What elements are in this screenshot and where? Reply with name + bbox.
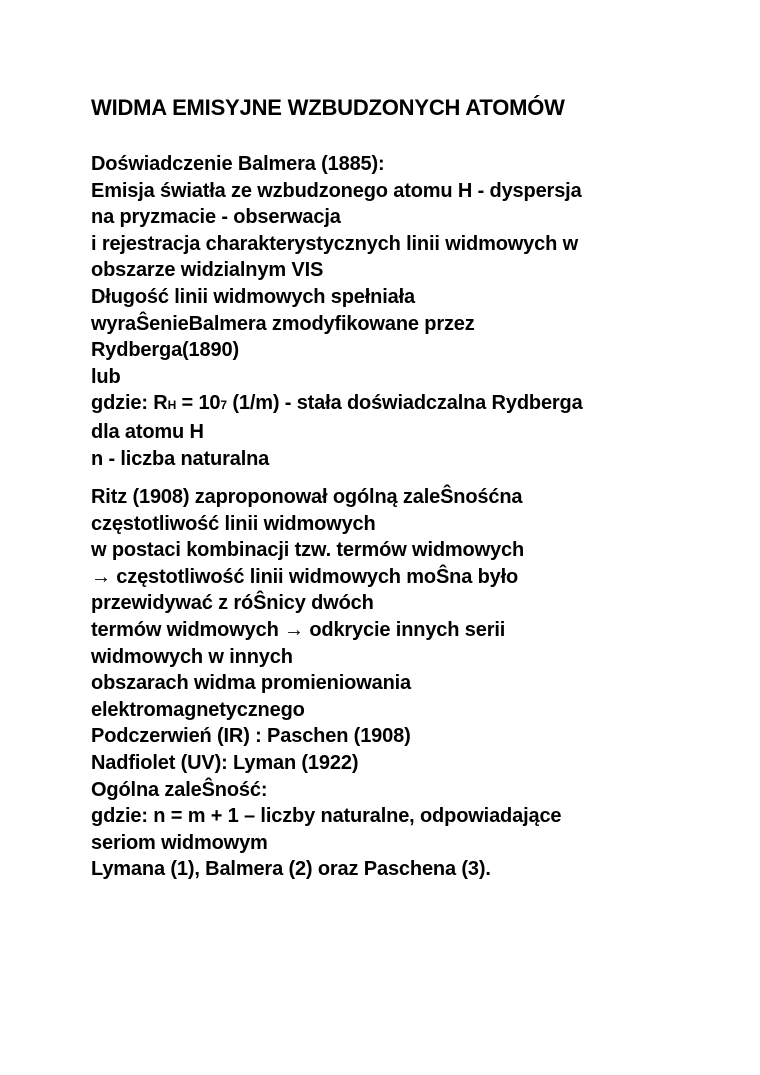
text-line: Podczerwień (IR) : Paschen (1908) — [91, 725, 411, 748]
right-arrow-icon: → — [284, 618, 304, 641]
subscript-exponent: 7 — [220, 398, 227, 413]
right-arrow-icon: → — [91, 565, 111, 588]
text-line: seriom widmowym — [91, 831, 268, 854]
text-line: Ogólna zaleŜność: — [91, 778, 268, 801]
balmer-section — [91, 151, 583, 472]
text-line: Rydberga(1890) — [91, 339, 239, 362]
text-line: przewidywać z róŜnicy dwóch — [91, 592, 374, 615]
text-fragment: termów widmowych — [91, 618, 285, 641]
text-line: Lymana (1), Balmera (2) oraz Paschena (3). — [91, 858, 491, 881]
balmer-heading: Doświadczenie Balmera (1885): — [91, 153, 385, 175]
text-line-with-arrow — [91, 564, 561, 591]
text-line: lub — [91, 365, 121, 388]
text-line: n - liczba naturalna — [91, 447, 270, 470]
text-line: Ritz (1908) zaproponował ogólną zaleŜnośćna — [91, 486, 523, 508]
text-line: na pryzmacie - obserwacja — [91, 206, 341, 229]
text-line: Nadfiolet (UV): Lyman (1922) — [91, 751, 359, 774]
text-fragment: = 10 — [176, 392, 221, 415]
text-line: obszarze widzialnym VIS — [91, 259, 324, 282]
text-line: i rejestracja charakterystycznych linii widmowych w — [91, 232, 579, 255]
text-line: obszarach widma promieniowania — [91, 672, 412, 695]
text-line: elektromagnetycznego — [91, 698, 305, 721]
text-line-with-arrow — [91, 617, 561, 644]
text-line: wyraŜenieBalmera zmodyfikowane przez — [91, 312, 475, 335]
text-line: dla atomu H — [91, 420, 204, 443]
text-fragment: (1/m) - stała doświadczalna Rydberga — [226, 392, 583, 415]
text-line: częstotliwość linii widmowych — [91, 512, 376, 535]
subscript-h: H — [167, 398, 177, 413]
text-line: widmowych w innych — [91, 645, 293, 668]
text-line: Emisja światła ze wzbudzonego atomu H - dyspersja — [91, 179, 582, 202]
text-line: gdzie: n = m + 1 – liczby naturalne, odpowiadające — [91, 805, 562, 828]
text-line: Długość linii widmowych spełniała — [91, 285, 416, 308]
document-title: WIDMA EMISYJNE WZBUDZONYCH ATOMÓW — [91, 95, 565, 120]
ritz-section — [91, 484, 561, 883]
text-fragment: częstotliwość linii widmowych moŜna było — [110, 565, 519, 588]
rydberg-constant-line — [91, 390, 583, 419]
text-fragment: odkrycie innych serii — [303, 618, 506, 641]
text-fragment: gdzie: R — [91, 392, 168, 415]
text-line: w postaci kombinacji tzw. termów widmowych — [91, 539, 525, 562]
